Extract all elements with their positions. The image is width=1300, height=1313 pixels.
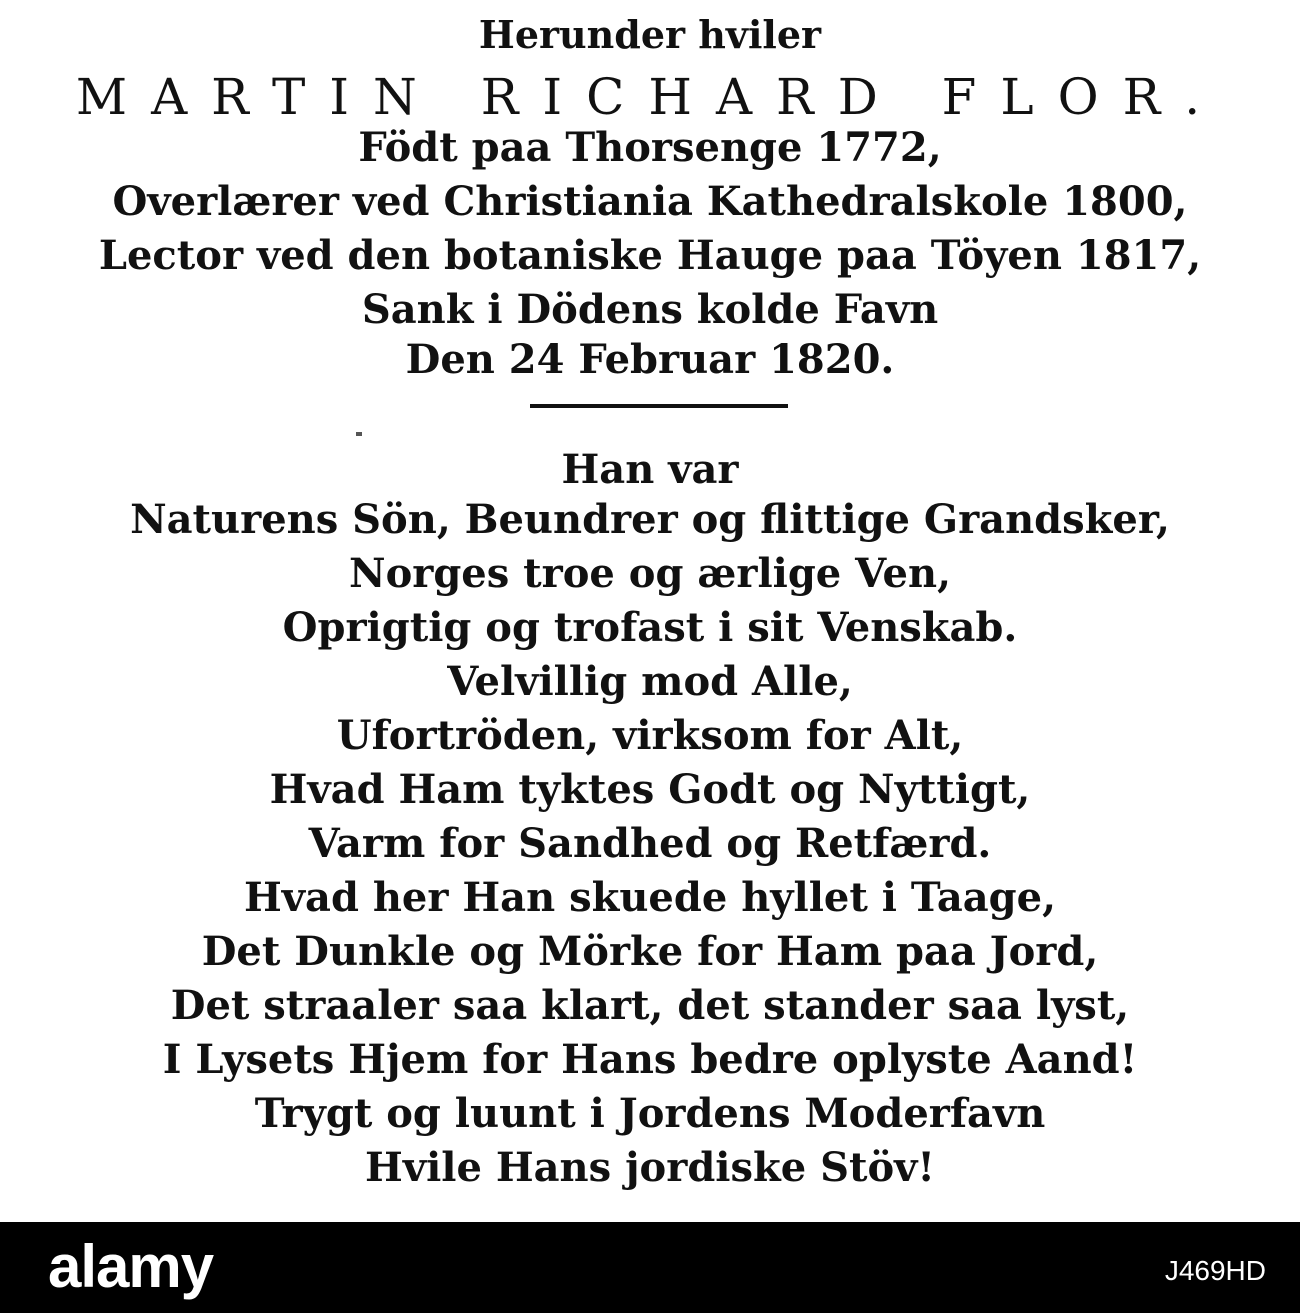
watermark-image-id: J469HD bbox=[1164, 1255, 1266, 1286]
verse-line: Hvile Hans jordiske Stöv! bbox=[365, 1144, 935, 1191]
verse-line: Det Dunkle og Mörke for Ham paa Jord, bbox=[201, 928, 1099, 975]
verse-line: Det straaler saa klart, det stander saa lyst, bbox=[170, 982, 1130, 1029]
verse-line: Hvad Ham tyktes Godt og Nyttigt, bbox=[269, 766, 1031, 813]
verse-line: Varm for Sandhed og Retfærd. bbox=[308, 820, 992, 867]
verse-line: Oprigtig og trofast i sit Venskab. bbox=[282, 604, 1018, 651]
watermark-logo: alamy bbox=[48, 1233, 214, 1300]
career-line-lector: Lector ved den botaniske Hauge paa Töyen 1817, bbox=[98, 232, 1202, 279]
epitaph-intro: Herunder hviler bbox=[478, 12, 822, 57]
death-line: Sank i Dödens kolde Favn bbox=[361, 286, 939, 333]
verse-line: Norges troe og ærlige Ven, bbox=[349, 550, 951, 597]
verse-heading: Han var bbox=[561, 446, 739, 493]
death-date: Den 24 Februar 1820. bbox=[405, 336, 895, 383]
verse-line: Hvad her Han skuede hyllet i Taage, bbox=[243, 874, 1056, 921]
deceased-name: MARTIN RICHARD FLOR. bbox=[75, 68, 1225, 126]
birth-line: Födt paa Thorsenge 1772, bbox=[358, 124, 942, 171]
career-line-overlaerer: Overlærer ved Christiania Kathedralskole 1800, bbox=[112, 178, 1188, 225]
divider-rule bbox=[530, 404, 788, 408]
verse-line: I Lysets Hjem for Hans bedre oplyste Aand! bbox=[162, 1036, 1138, 1083]
verse-line: Velvillig mod Alle, bbox=[447, 658, 853, 705]
verse-line: Trygt og luunt i Jordens Moderfavn bbox=[254, 1090, 1046, 1137]
verse-line: Ufortröden, virksom for Alt, bbox=[336, 712, 964, 759]
ink-speck bbox=[356, 432, 362, 436]
verse-line: Naturens Sön, Beundrer og flittige Grandsker, bbox=[130, 496, 1170, 543]
